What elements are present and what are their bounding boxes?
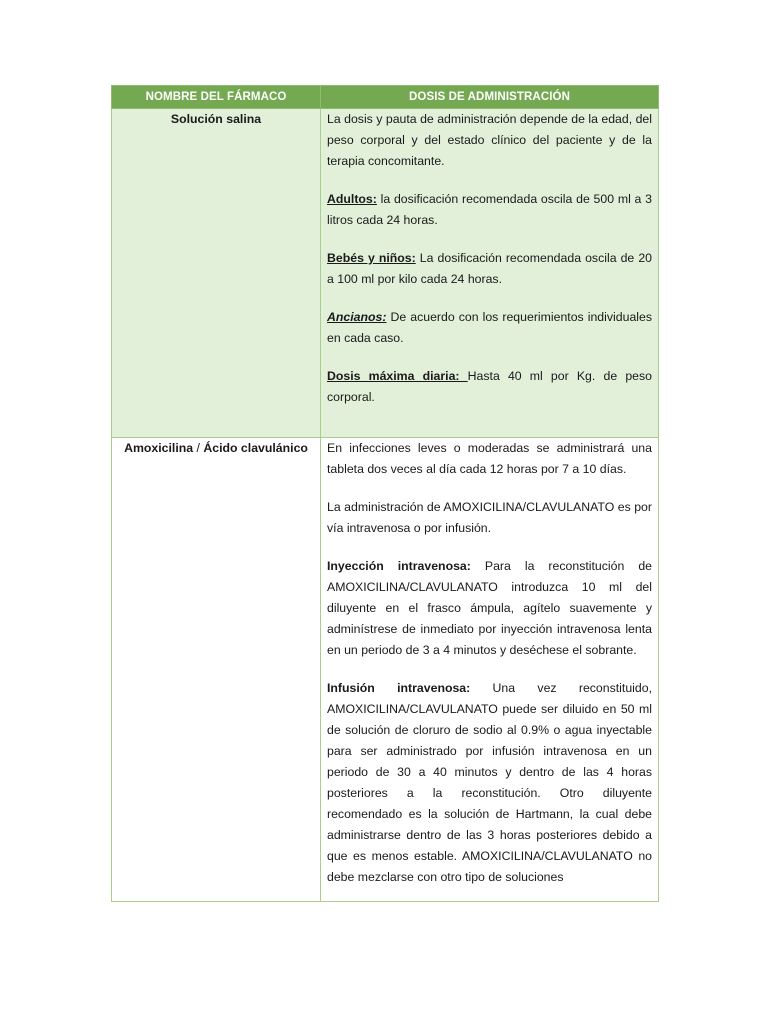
- dosage-cell: [321, 109, 659, 438]
- dosage-paragraph: [327, 109, 652, 172]
- dosage-cell: [321, 438, 659, 902]
- drug-name-part: Ácido clavulánico: [203, 441, 308, 455]
- paragraph-label: Ancianos:: [327, 310, 387, 324]
- dosage-paragraph: [327, 497, 652, 539]
- paragraph-label: Inyección intravenosa:: [327, 559, 471, 573]
- paragraph-label: Infusión intravenosa:: [327, 681, 471, 695]
- drug-name-part: Amoxicilina: [124, 441, 194, 455]
- paragraph-text: la dosificación recomendada oscila de 500 ml a 3 litros cada 24 horas.: [327, 192, 652, 227]
- dosage-paragraph: [327, 189, 652, 231]
- dosage-paragraph: [327, 307, 652, 349]
- dosage-paragraph: [327, 678, 652, 888]
- table-row: [112, 109, 659, 438]
- paragraph-text: De acuerdo con los requerimientos individuales en cada caso.: [327, 310, 652, 345]
- drug-name-separator: /: [193, 441, 204, 455]
- header-drug-name: NOMBRE DEL FÁRMACO: [112, 86, 321, 109]
- dosage-paragraph: [327, 366, 652, 408]
- paragraph-label: Adultos:: [327, 192, 377, 206]
- dosage-paragraph: [327, 248, 652, 290]
- dosage-table: [111, 85, 659, 902]
- paragraph-text: La administración de AMOXICILINA/CLAVULANATO es por vía intravenosa o por infusión.: [327, 500, 652, 535]
- table-header-row: [112, 86, 659, 109]
- document-page: [111, 85, 658, 902]
- paragraph-text: Para la reconstitución de AMOXICILINA/CLAVULANATO introduzca 10 ml del diluyente en el frasco ámpula, agítelo suavemente y adminístrese de inmediato por inyección intravenosa lenta en un periodo de 3 a 4 minutos y deséchese el sobrante.: [327, 559, 652, 657]
- dosage-paragraph: [327, 556, 652, 661]
- paragraph-label: Bebés y niños:: [327, 251, 416, 265]
- paragraph-text: En infecciones leves o moderadas se administrará una tableta dos veces al día cada 12 horas por 7 a 10 días.: [327, 441, 652, 476]
- table-row: [112, 438, 659, 902]
- dosage-paragraph: [327, 438, 652, 480]
- paragraph-text: La dosis y pauta de administración depende de la edad, del peso corporal y del estado clínico del paciente y de la terapia concomitante.: [327, 112, 652, 168]
- paragraph-text: La dosificación recomendada oscila de 20 a 100 ml por kilo cada 24 horas.: [327, 251, 652, 286]
- drug-name-cell: Solución salina: [112, 109, 321, 438]
- drug-name-cell: [112, 438, 321, 902]
- paragraph-label: Dosis máxima diaria:: [327, 369, 468, 383]
- paragraph-text: Hasta 40 ml por Kg. de peso corporal.: [327, 369, 652, 404]
- header-dosage: DOSIS DE ADMINISTRACIÓN: [321, 86, 659, 109]
- paragraph-text: Una vez reconstituido, AMOXICILINA/CLAVULANATO puede ser diluido en 50 ml de solución de cloruro de sodio al 0.9% o agua inyectable para ser administrado por infusión intravenosa en un periodo de 30 a 40 minutos y dentro de las 4 horas posteriores a la reconstitución. Otro diluyente recomendado es la solución de Hartmann, la cual debe administrarse dentro de las 3 horas posteriores debido a que es menos estable. AMOXICILINA/CLAVULANATO no debe mezclarse con otro tipo de soluciones: [327, 681, 652, 884]
